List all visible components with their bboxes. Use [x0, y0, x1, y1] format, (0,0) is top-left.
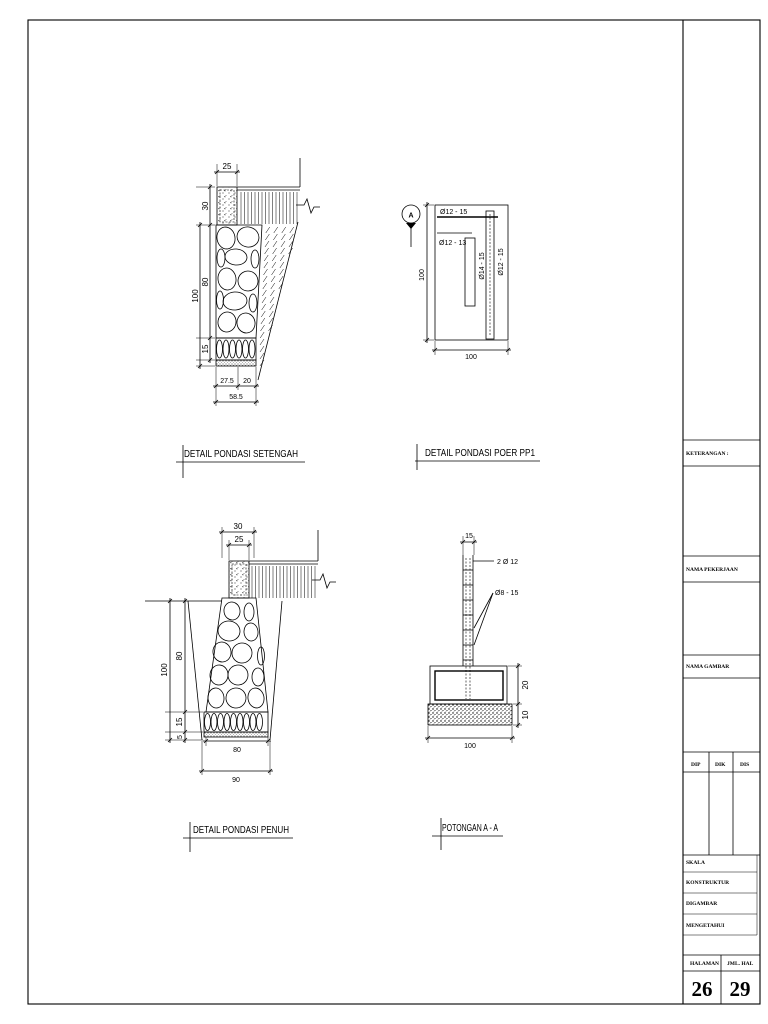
dim-footing-width: 100 [464, 743, 476, 750]
soil-hatch [270, 304, 274, 310]
soil-hatch [290, 227, 294, 233]
detail-pondasi-setengah [176, 158, 320, 478]
section-marker-label: A [408, 212, 414, 220]
jml-hal-label: JML. HAL [727, 961, 754, 967]
footing-outline [430, 666, 507, 704]
stirrup-leader [474, 593, 493, 645]
dim-sloof-width: 25 [222, 162, 232, 171]
stone [215, 226, 237, 251]
stone [223, 601, 242, 622]
stone [217, 249, 225, 267]
soil-hatch [270, 297, 274, 303]
soil-hatch [272, 255, 276, 261]
stone [217, 620, 242, 643]
soil-hatch [273, 241, 277, 247]
dim-excavation-width: 90 [232, 777, 240, 784]
aanstamping-stones [205, 714, 263, 731]
dik-label: DIK [715, 762, 726, 768]
aanstamping-stone [249, 340, 255, 358]
aanstamping-stone [237, 714, 243, 731]
soil-hatch [271, 283, 275, 289]
break-line [296, 199, 320, 213]
aanstamping-stone [217, 340, 223, 358]
column-stub [465, 238, 475, 306]
aanstamping-stone [250, 714, 256, 731]
detail-potongan-a-a [425, 533, 530, 850]
aanstamping-layer [204, 712, 268, 732]
title-block [683, 440, 760, 1004]
stone [258, 647, 265, 665]
dip-label: DIP [691, 762, 701, 768]
dim-footing-height: 20 [521, 680, 530, 690]
sand-layer [204, 732, 268, 737]
soil-hatch [262, 304, 266, 310]
stone [252, 668, 264, 686]
aanstamping-stone [243, 340, 249, 358]
stirrup-leader [474, 593, 493, 628]
aanstamping-stone [257, 714, 263, 731]
soil-hatch [269, 311, 273, 317]
soil-hatch [282, 227, 286, 233]
soil-hatch [261, 325, 265, 331]
rebar-second-label: Ø12 - 13 [439, 240, 467, 247]
aanstamping-stone [224, 714, 230, 731]
dim-sloof-height: 30 [201, 201, 210, 211]
stone-masonry [206, 598, 268, 712]
soil-hatch [261, 311, 265, 317]
dim-sand-height: 5 [177, 735, 184, 739]
aanstamping-stone [205, 714, 211, 731]
dim-base-total: 58.5 [229, 394, 243, 401]
excavation-line-right [270, 601, 282, 740]
soil-hatch [280, 269, 284, 275]
soil-hatch [264, 269, 268, 275]
stone [227, 664, 250, 687]
dimension-lines [423, 202, 511, 355]
dim-stone-height: 80 [201, 277, 210, 287]
soil-hatch [280, 255, 284, 261]
dim-base-height: 15 [175, 717, 184, 727]
dim-stone-height: 80 [175, 651, 184, 661]
rebar-vertical-outer-label: Ø12 - 15 [498, 248, 505, 276]
dim-total-height: 100 [191, 289, 200, 303]
column-stirrups [463, 570, 473, 660]
soil-hatch [289, 248, 293, 254]
dim-base-right: 20 [243, 378, 251, 385]
konstruktur-label: KONSTRUKTUR [686, 880, 730, 886]
stone [251, 250, 259, 268]
stone [216, 311, 237, 334]
dim-column-width: 15 [465, 533, 473, 540]
stone [222, 291, 247, 311]
dim-total-height: 100 [160, 663, 169, 677]
halaman-label: HALAMAN [690, 961, 720, 967]
stone [224, 686, 247, 709]
sheet-border [28, 20, 760, 1004]
stone [235, 224, 261, 249]
soil-hatch [281, 248, 285, 254]
detail-title: POTONGAN A - A [442, 823, 499, 834]
soil-hatch [263, 283, 267, 289]
stone [244, 603, 254, 621]
total-pages: 29 [729, 977, 751, 1001]
rebar-top-label: Ø12 - 15 [440, 209, 468, 216]
stone [235, 311, 257, 334]
dim-base-left: 27.5 [220, 378, 234, 385]
aanstamping-stone [218, 714, 224, 731]
stone [230, 641, 253, 664]
detail-title: DETAIL PONDASI PENUH [193, 825, 289, 836]
dim-height: 100 [419, 269, 426, 281]
stone [224, 248, 247, 266]
lean-concrete [428, 704, 512, 725]
dim-base-width: 80 [233, 747, 241, 754]
stone [243, 622, 259, 641]
main-rebar-label: 2 Ø 12 [497, 559, 519, 566]
soil-hatch [262, 297, 266, 303]
soil-hatch [262, 290, 266, 296]
mengetahui-label: MENGETAHUI [686, 923, 725, 929]
soil-hatch [272, 262, 276, 268]
dim-width: 100 [465, 354, 477, 361]
soil-hatch [260, 227, 294, 366]
detail-pondasi-poer [402, 202, 540, 470]
aanstamping-stone [211, 714, 217, 731]
soil-hatch [281, 241, 285, 247]
soil-hatch [272, 269, 276, 275]
soil-hatch [260, 332, 264, 338]
soil-hatch [263, 276, 267, 282]
soil-hatch [271, 276, 275, 282]
soil-hatch [274, 227, 278, 233]
digambar-label: DIGAMBAR [686, 901, 718, 907]
detail-title: DETAIL PONDASI SETENGAH [184, 449, 298, 460]
soil-hatch [281, 234, 285, 240]
soil-hatch [260, 339, 264, 345]
aanstamping-stone [236, 340, 242, 358]
soil-hatch [273, 248, 277, 254]
excavation-line [258, 222, 298, 380]
stone-pattern [207, 601, 266, 710]
section-arrow [406, 223, 416, 229]
footing-rebar-cage [435, 671, 503, 700]
soil-hatch [289, 234, 293, 240]
slab-hatch [252, 566, 315, 598]
stone [207, 687, 225, 709]
soil-hatch [260, 346, 264, 352]
aanstamping-stones [217, 340, 256, 358]
stone [217, 267, 238, 291]
aanstamping-stone [230, 340, 236, 358]
dim-base-height: 15 [201, 344, 210, 354]
detail-pondasi-penuh [145, 522, 336, 852]
stone-pattern [215, 224, 261, 334]
stone [217, 291, 224, 309]
excavation-line-left [188, 601, 202, 740]
dim-sloof-width: 25 [234, 535, 244, 544]
sand-layer [216, 360, 256, 366]
stone [246, 687, 265, 709]
keterangan-label: KETERANGAN : [686, 451, 729, 457]
soil-hatch [270, 290, 274, 296]
page-number: 26 [691, 977, 713, 1001]
skala-label: SKALA [686, 860, 705, 866]
soil-hatch [264, 255, 268, 261]
soil-hatch [280, 262, 284, 268]
stone [236, 269, 260, 293]
dim-top-width: 30 [233, 522, 243, 531]
nama-pekerjaan-label: NAMA PEKERJAAN [686, 567, 738, 573]
slab-hatch [241, 192, 297, 224]
detail-title: DETAIL PONDASI POER PP1 [425, 448, 536, 459]
rebar-vertical-inner-label: Ø14 - 15 [479, 252, 486, 280]
dim-lean-concrete-height: 10 [521, 710, 530, 720]
soil-hatch [265, 234, 269, 240]
soil-hatch [266, 227, 270, 233]
break-line [312, 574, 336, 588]
soil-hatch [264, 262, 268, 268]
aanstamping-stone [231, 714, 237, 731]
soil-hatch [265, 248, 269, 254]
aanstamping-stone [223, 340, 229, 358]
soil-hatch [279, 276, 283, 282]
soil-hatch [265, 241, 269, 247]
soil-hatch [261, 318, 265, 324]
stirrup-label: Ø8 - 15 [495, 590, 519, 597]
aanstamping-stone [244, 714, 250, 731]
soil-hatch [273, 234, 277, 240]
stone [249, 294, 257, 312]
nama-gambar-label: NAMA GAMBAR [686, 664, 730, 670]
dis-label: DIS [740, 762, 750, 768]
